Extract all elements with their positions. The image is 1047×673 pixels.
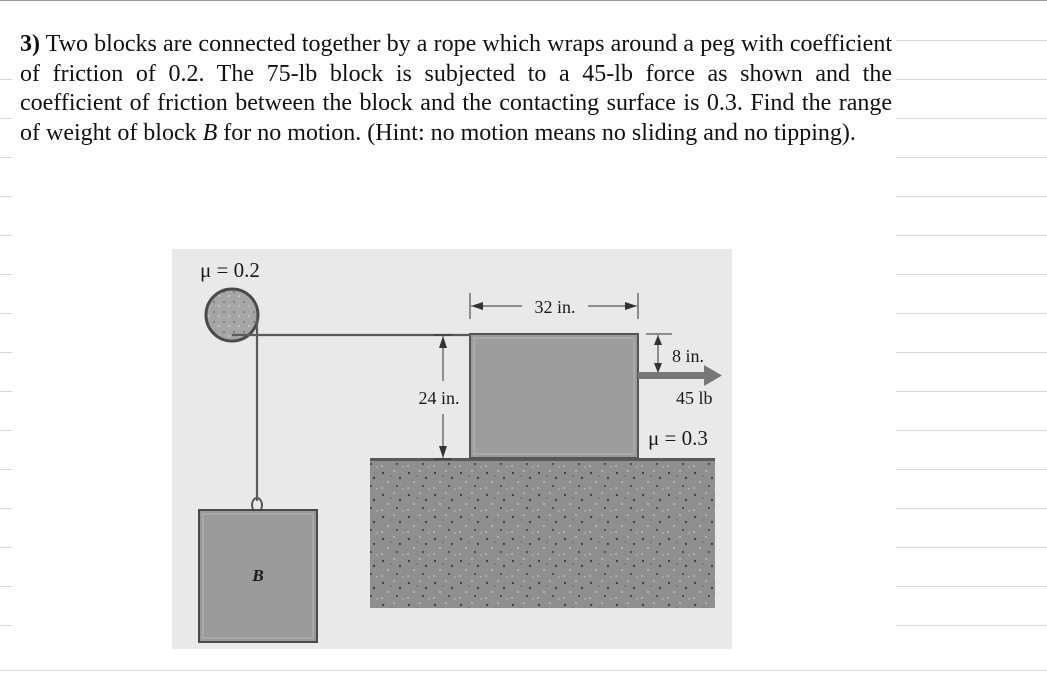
rope-height-label: 24 in.	[418, 388, 460, 408]
ruled-line	[0, 430, 12, 431]
ruled-line	[0, 625, 12, 626]
ruled-line	[0, 352, 12, 353]
page-top-border	[0, 0, 1047, 1]
force-arrow-head	[704, 365, 722, 386]
ground-surface	[370, 460, 715, 608]
ruled-line	[0, 79, 12, 80]
force-height-label: 8 in.	[672, 346, 705, 366]
dim-8-arrow-bottom	[654, 363, 662, 373]
ruled-line	[896, 625, 1047, 626]
ruled-line	[896, 508, 1047, 509]
ruled-line	[896, 313, 1047, 314]
force-arrow-shaft	[638, 372, 706, 379]
ruled-line	[896, 547, 1047, 548]
force-label: 45 lb	[676, 388, 713, 408]
problem-text: Two blocks are connected together by a rope which wraps around a peg with coefficient of friction of 0.2. The 75-lb block is subjected to a 45-lb force as shown and the coefficient of friction between the block and the contacting surface is 0.3. Find the range of weight of block	[20, 31, 892, 146]
problem-number: 3)	[20, 31, 40, 57]
ruled-line	[896, 118, 1047, 119]
ruled-line	[0, 196, 12, 197]
sliding-block	[470, 334, 638, 458]
ruled-line	[0, 274, 12, 275]
problem-text-end: for no motion. (Hint: no motion means no sliding and no tipping).	[217, 119, 856, 146]
ruled-line	[896, 469, 1047, 470]
ruled-line	[896, 274, 1047, 275]
page-bottom-border	[0, 670, 1047, 671]
ruled-line	[0, 235, 12, 236]
dim-32-arrow-right	[625, 302, 637, 310]
dim-24-arrow-top	[439, 336, 447, 348]
dim-32-arrow-left	[471, 302, 483, 310]
surface-friction-label: μ = 0.3	[648, 426, 708, 450]
ruled-line	[0, 118, 12, 119]
ruled-line	[896, 586, 1047, 587]
ruled-line	[0, 547, 12, 548]
block-width-label: 32 in.	[534, 297, 576, 317]
ruled-line	[896, 235, 1047, 236]
ruled-line	[0, 586, 12, 587]
ruled-line	[0, 391, 12, 392]
dim-8-arrow-top	[654, 335, 662, 345]
hanging-block-label: B	[252, 566, 264, 585]
ruled-line	[896, 391, 1047, 392]
problem-figure	[172, 249, 732, 649]
ruled-line	[896, 79, 1047, 80]
ruled-line	[0, 469, 12, 470]
peg-friction-label: μ = 0.2	[200, 258, 260, 282]
ruled-line	[0, 313, 12, 314]
ruled-line	[896, 430, 1047, 431]
ruled-line	[896, 196, 1047, 197]
ruled-line	[896, 352, 1047, 353]
ruled-line	[0, 508, 12, 509]
ruled-line	[896, 40, 1047, 41]
ruled-line	[896, 157, 1047, 158]
problem-statement	[20, 30, 892, 148]
figure-svg	[172, 249, 732, 649]
dim-24-arrow-bottom	[439, 446, 447, 458]
ruled-line	[0, 157, 12, 158]
peg	[206, 289, 258, 341]
block-symbol: B	[202, 119, 218, 146]
